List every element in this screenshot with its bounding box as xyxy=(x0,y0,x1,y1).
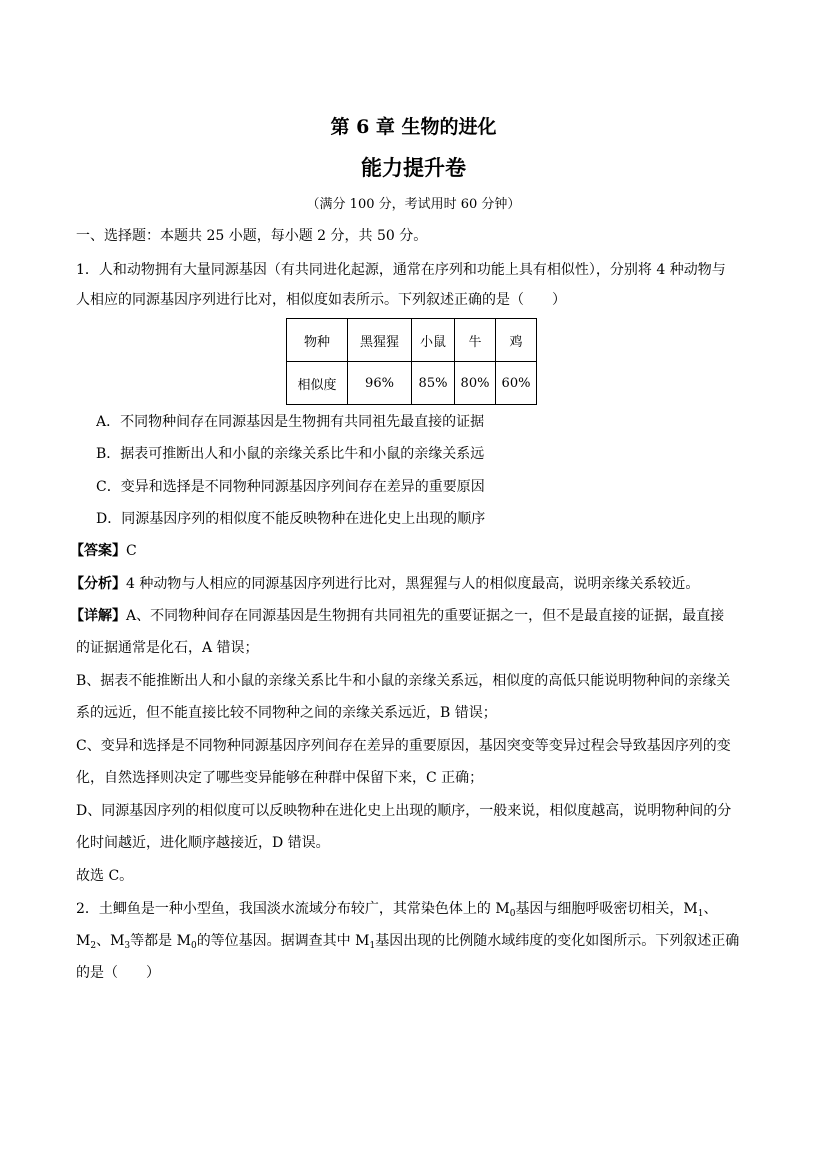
analysis-text: 4 种动物与人相应的同源基因序列进行比对，黑猩猩与人的相似度最高，说明亲缘关系较近。 xyxy=(126,576,700,592)
q1-stem-line-1: 1．人和动物拥有大量同源基因（有共同进化起源，通常在序列和功能上具有相似性），分别将 4 种动物与 xyxy=(76,262,726,278)
analysis-label: 【分析】 xyxy=(70,576,126,592)
q2-stem-line-2 xyxy=(76,931,756,951)
table-cell: 小鼠 xyxy=(412,319,455,362)
q1-stem-line-2: 人相应的同源基因序列进行比对，相似度如表所示。下列叙述正确的是（ ） xyxy=(76,292,566,308)
table-cell: 黑猩猩 xyxy=(348,319,412,362)
detail-text: A、不同物种间存在同源基因是生物拥有共同祖先的重要证据之一，但不是最直接的证据，最直接 xyxy=(126,608,725,624)
table-cell: 鸡 xyxy=(496,319,537,362)
q2-text: 基因与细胞呼吸密切相关，M xyxy=(515,901,698,917)
q2-text: 基因出现的比例随水域纬度的变化如图所示。下列叙述正确 xyxy=(375,933,740,949)
table-row xyxy=(287,319,537,362)
q2-stem-line-3: 的是（ ） xyxy=(76,965,160,981)
q1-detail-line-8: 化时间越近，进化顺序越接近，D 错误。 xyxy=(76,835,330,851)
subscript: 0 xyxy=(190,941,197,951)
detail-label: 【详解】 xyxy=(70,608,126,624)
q2-text: 等都是 M xyxy=(130,933,191,949)
exam-info: （满分 100 分，考试用时 60 分钟） xyxy=(306,197,521,212)
table-row-label: 相似度 xyxy=(287,362,348,405)
paper-subtitle: 能力提升卷 xyxy=(361,155,466,180)
table-cell: 96% xyxy=(348,362,412,405)
q2-stem-line-1 xyxy=(76,899,756,919)
table-cell: 85% xyxy=(412,362,455,405)
similarity-table xyxy=(286,318,537,405)
q2-text: M xyxy=(76,933,91,949)
section-heading: 一、选择题：本题共 25 小题，每小题 2 分，共 50 分。 xyxy=(76,228,428,244)
q2-text: 、M xyxy=(96,933,125,949)
q1-option-a: A．不同物种间存在同源基因是生物拥有共同祖先最直接的证据 xyxy=(96,414,485,430)
subscript: 0 xyxy=(509,909,516,919)
q1-answer xyxy=(70,541,750,561)
q1-option-b: B．据表可推断出人和小鼠的亲缘关系比牛和小鼠的亲缘关系远 xyxy=(96,446,485,462)
subscript: 1 xyxy=(697,909,704,919)
subscript: 1 xyxy=(369,941,376,951)
q1-detail-line-2: 的证据通常是化石，A 错误； xyxy=(76,640,259,656)
answer-value: C xyxy=(126,543,137,559)
q2-text: 、 xyxy=(703,901,718,917)
table-row xyxy=(287,362,537,405)
table-cell: 牛 xyxy=(455,319,496,362)
q1-analysis xyxy=(70,574,756,594)
q2-text: 的等位基因。据调查其中 M xyxy=(196,933,370,949)
subscript: 2 xyxy=(90,941,97,951)
subscript: 3 xyxy=(124,941,131,951)
q1-detail-line-3: B、据表不能推断出人和小鼠的亲缘关系比牛和小鼠的亲缘关系远，相似度的高低只能说明物种间的亲缘关 xyxy=(76,673,731,689)
q1-detail-line-4: 系的远近，但不能直接比较不同物种之间的亲缘关系远近，B 错误； xyxy=(76,705,497,721)
q1-detail-line-5: C、变异和选择是不同物种同源基因序列间存在差异的重要原因，基因突变等变异过程会导致基因序列的变 xyxy=(76,738,731,754)
q1-option-c: C．变异和选择是不同物种同源基因序列间存在差异的重要原因 xyxy=(96,479,485,495)
table-cell: 60% xyxy=(496,362,537,405)
table-cell: 80% xyxy=(455,362,496,405)
table-row-label: 物种 xyxy=(287,319,348,362)
chapter-title: 第 6 章 生物的进化 xyxy=(330,116,497,138)
q2-text: 2．土鲫鱼是一种小型鱼，我国淡水流域分布较广，其常染色体上的 M xyxy=(76,901,510,917)
answer-label: 【答案】 xyxy=(70,543,126,559)
q1-option-d: D．同源基因序列的相似度不能反映物种在进化史上出现的顺序 xyxy=(96,511,486,527)
q1-detail-line-6: 化，自然选择则决定了哪些变异能够在种群中保留下来，C 正确； xyxy=(76,770,484,786)
q1-detail-line-1 xyxy=(70,606,756,626)
q1-conclusion: 故选 C。 xyxy=(76,868,134,884)
q1-detail-line-7: D、同源基因序列的相似度可以反映物种在进化史上出现的顺序，一般来说，相似度越高，说明物种间的分 xyxy=(76,803,732,819)
